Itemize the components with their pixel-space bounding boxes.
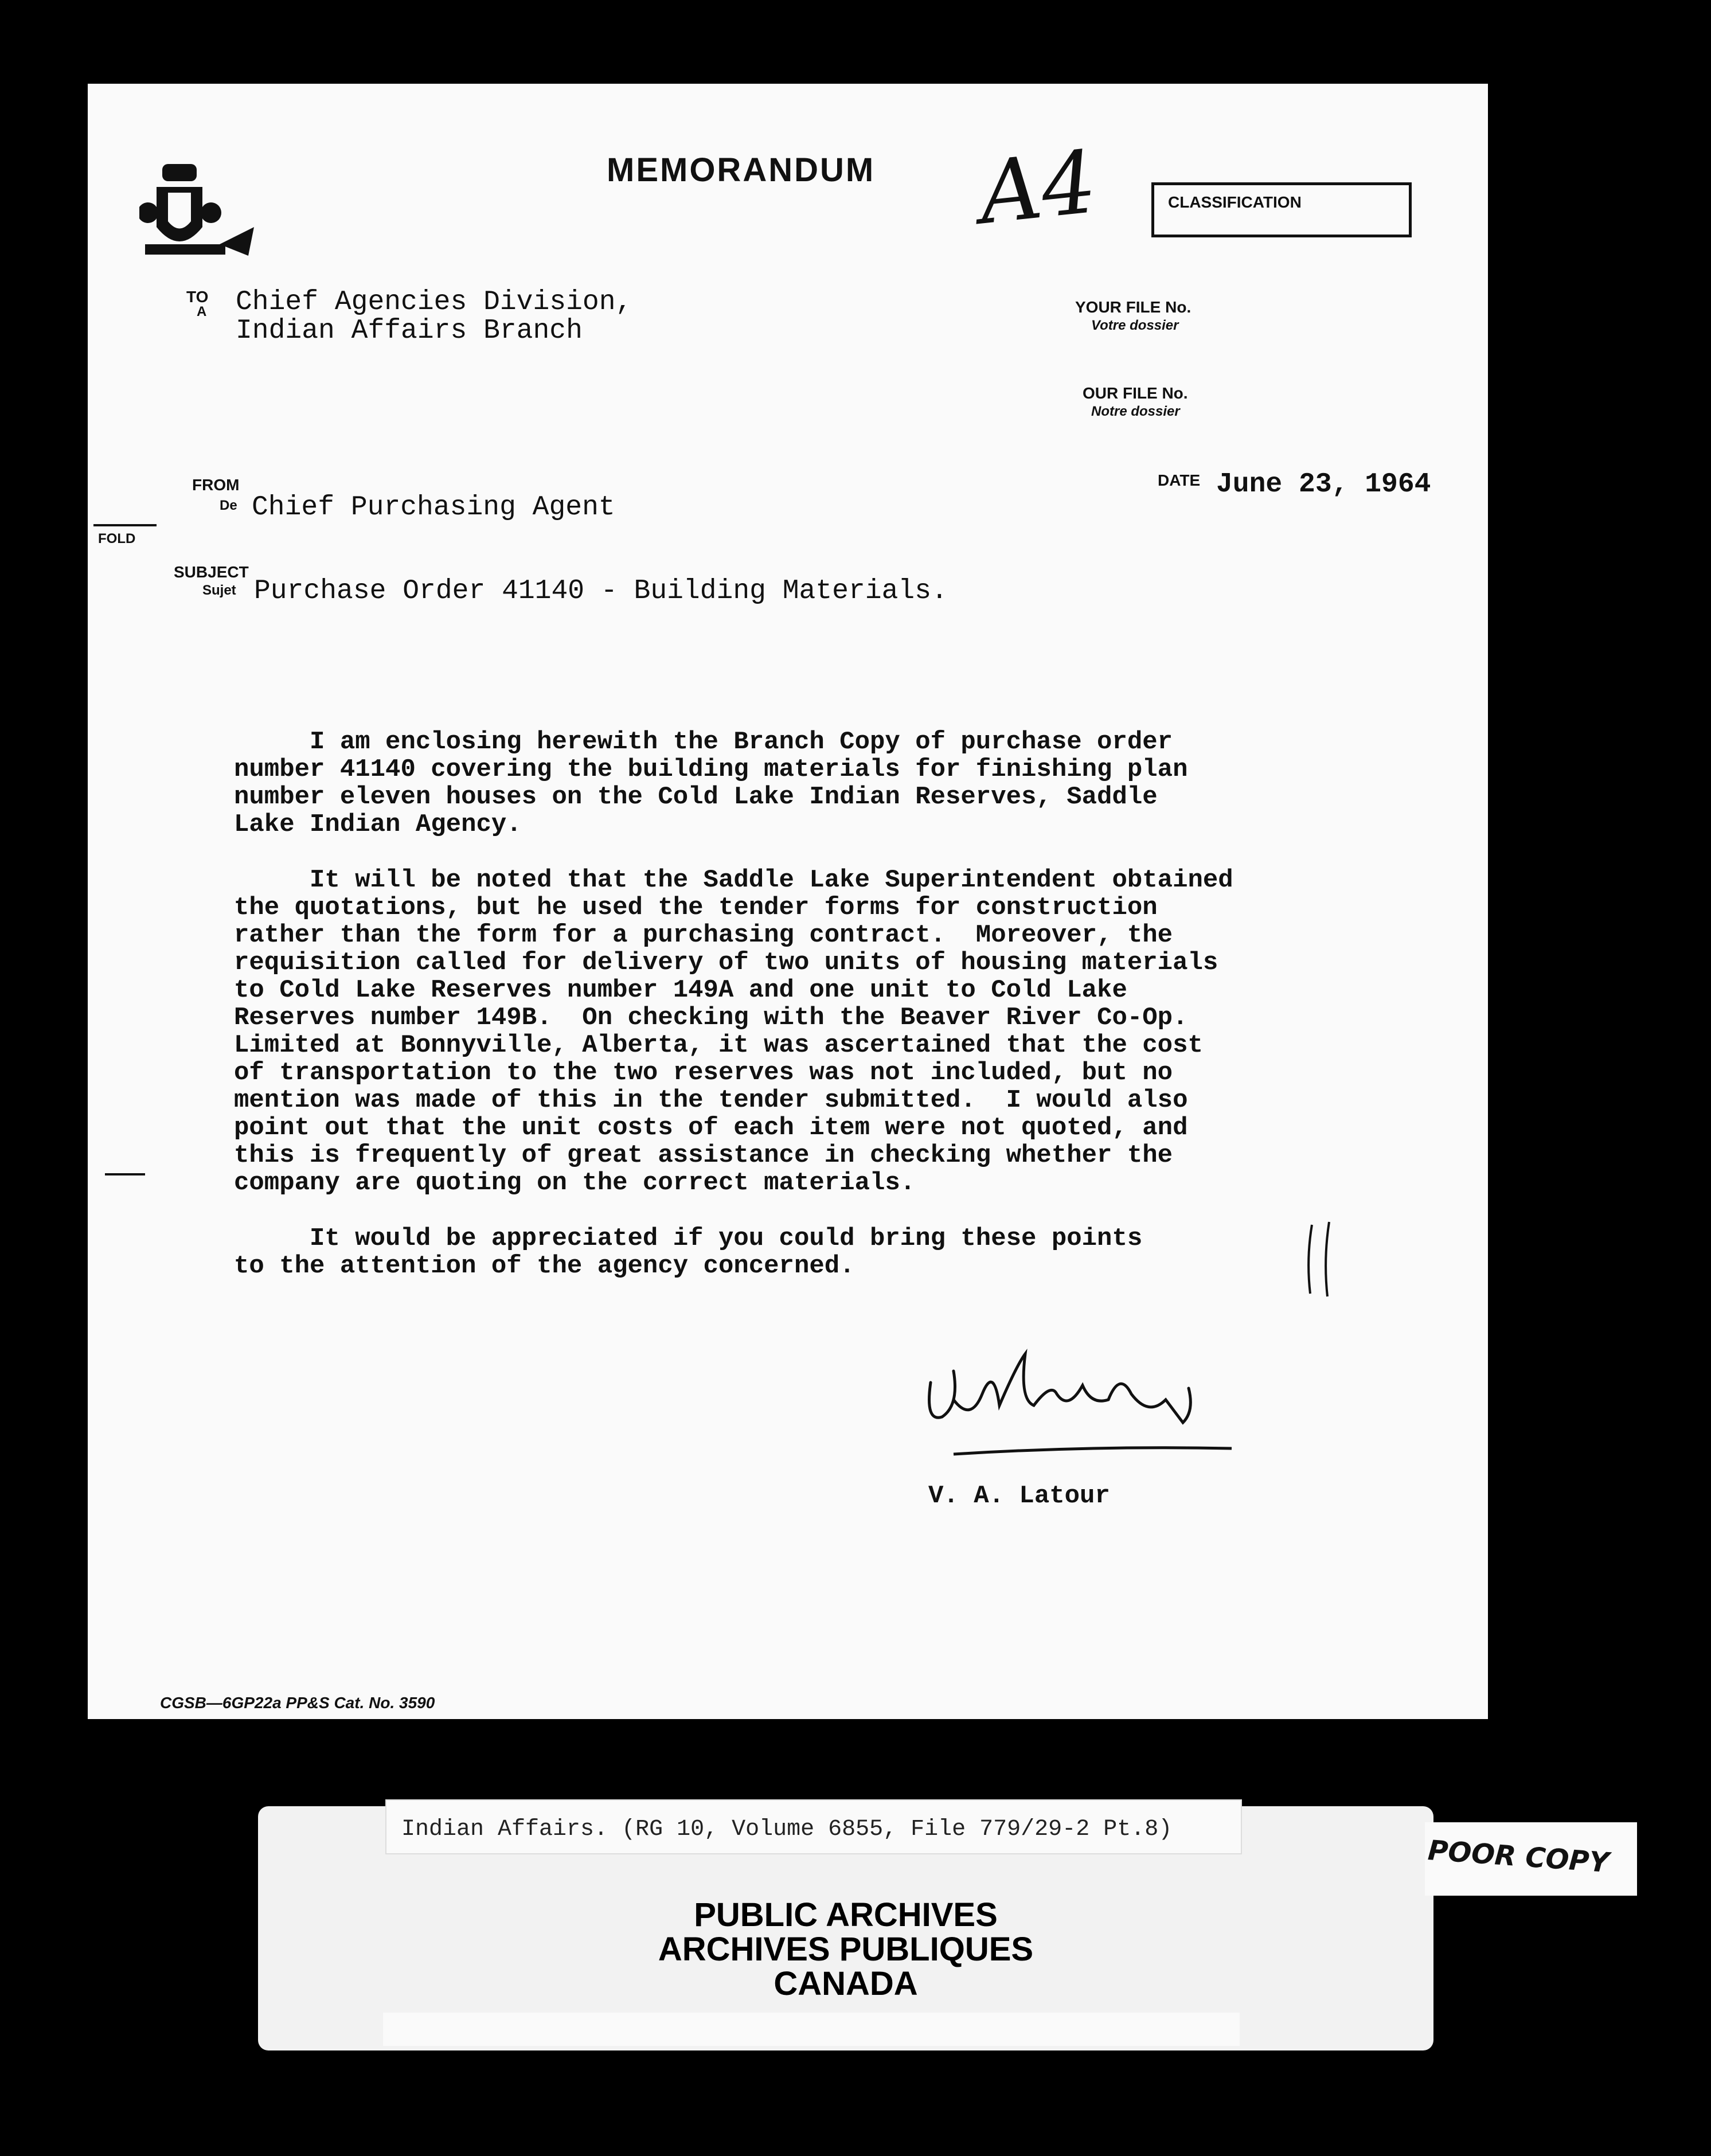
handwritten-bracket-icon — [1303, 1219, 1343, 1299]
archive-line-2: ARCHIVES PUBLIQUES — [658, 1931, 1034, 1968]
archive-line-1: PUBLIC ARCHIVES — [694, 1896, 998, 1934]
handwritten-mark: A4 — [974, 132, 1101, 244]
to-label: TO — [186, 288, 209, 306]
paragraph-3: It would be appreciated if you could bring these points to the attention of the agency concerned. — [234, 1224, 1143, 1280]
paragraph-2: It will be noted that the Saddle Lake Superintendent obtained the quotations, but he used the tender forms for construction rather than the form for a purchasing contract. Moreover, the requisition called for delivery of two units of housing materials to Cold Lake Reserves number 149A and one unit to Cold Lake Reserves number 149B. On checking with the Beaver River Co-Op. Limited at Bonnyville, Alberta, it was ascertained that the cost of transportation to the two reserves was not included, but no mention was made of this in the tender submitted. I would also point out that the unit costs of each item were not quoted, and this is frequently of great assistance in checking whether the company are quoting on the correct materials. — [234, 866, 1233, 1197]
margin-mark — [105, 1173, 145, 1175]
date-value: June 23, 1964 — [1216, 469, 1431, 500]
poor-copy-label: POOR COPY — [1427, 1834, 1611, 1879]
to-label-fr: A — [197, 304, 207, 319]
classification-box — [1151, 182, 1412, 237]
archive-label-bottom — [383, 2013, 1240, 2046]
archive-name — [258, 1898, 1433, 2001]
subject-label-fr: Sujet — [202, 583, 236, 598]
your-file-label-fr: Votre dossier — [1091, 318, 1179, 333]
classification-label: CLASSIFICATION — [1168, 193, 1302, 211]
our-file-label: OUR FILE No. — [1083, 384, 1188, 402]
subject-label: SUBJECT — [174, 563, 249, 581]
from-label: FROM — [192, 476, 240, 494]
fold-line — [93, 524, 157, 526]
form-code: CGSB—6GP22a PP&S Cat. No. 3590 — [160, 1694, 435, 1712]
your-file-label: YOUR FILE No. — [1075, 298, 1192, 316]
date-label: DATE — [1158, 471, 1201, 489]
our-file-label-fr: Notre dossier — [1091, 404, 1180, 419]
to-line-1: Chief Agencies Division, — [236, 287, 632, 318]
memo-title: MEMORANDUM — [607, 151, 876, 189]
coat-of-arms-icon — [139, 158, 260, 267]
signature-scribble — [919, 1331, 1240, 1463]
paragraph-1: I am enclosing herewith the Branch Copy of purchase order number 41140 covering the building materials for finishing plan number eleven houses on the Cold Lake Indian Reserves, Saddle Lake Indian Agency. — [234, 728, 1188, 839]
subject-value: Purchase Order 41140 - Building Materials. — [254, 576, 948, 607]
from-value: Chief Purchasing Agent — [252, 492, 615, 523]
signatory-name: V. A. Latour — [928, 1482, 1110, 1510]
memo-page — [88, 84, 1488, 1719]
fold-label: FOLD — [98, 531, 136, 546]
from-label-fr: De — [220, 498, 237, 513]
to-line-2: Indian Affairs Branch — [236, 315, 583, 346]
archive-reference: Indian Affairs. (RG 10, Volume 6855, File 779/29-2 Pt.8) — [401, 1817, 1173, 1842]
archive-line-3: CANADA — [774, 1965, 918, 2002]
